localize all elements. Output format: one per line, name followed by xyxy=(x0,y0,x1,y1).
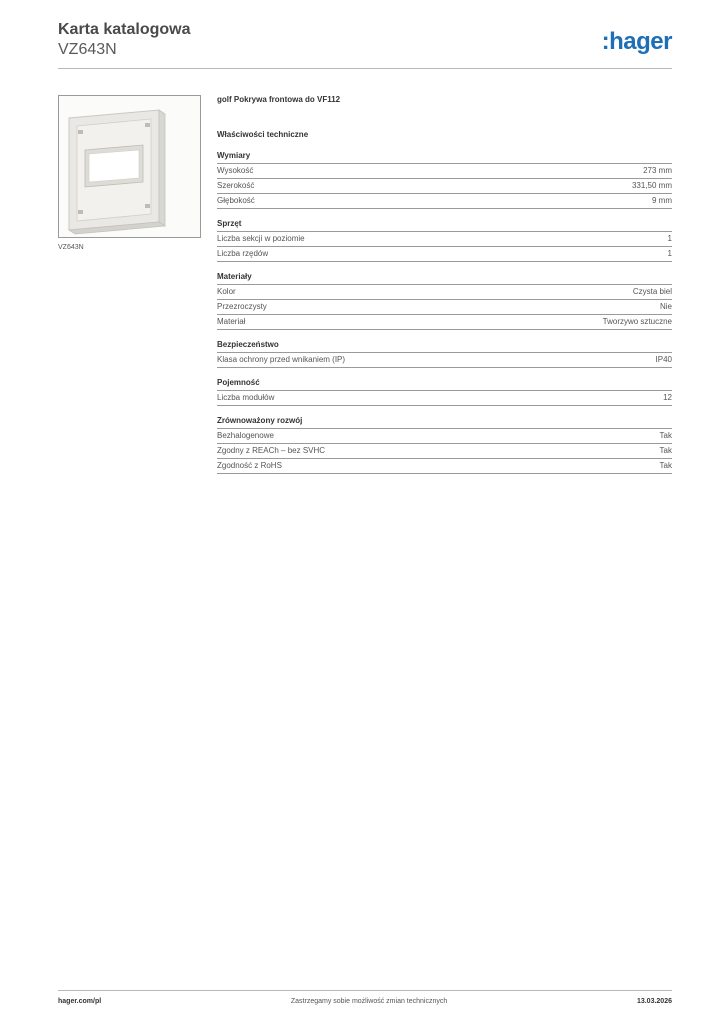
group-title: Wymiary xyxy=(217,151,672,164)
spec-label: Zgodność z RoHS xyxy=(217,461,282,470)
footer-date: 13.03.2026 xyxy=(636,998,672,1005)
group-title: Pojemność xyxy=(217,378,672,391)
spec-label: Zgodny z REACh – bez SVHC xyxy=(217,446,326,455)
spec-row xyxy=(217,232,672,247)
product-image xyxy=(58,95,201,238)
spec-value: 1 xyxy=(667,249,672,258)
spec-label: Liczba sekcji w poziomie xyxy=(217,234,305,243)
spec-row xyxy=(217,391,672,406)
spec-row xyxy=(217,300,672,315)
spec-value: Nie xyxy=(659,302,672,311)
spec-row xyxy=(217,164,672,179)
spec-label: Bezhalogenowe xyxy=(217,431,274,440)
spec-value: 273 mm xyxy=(643,166,672,175)
image-caption: VZ643N xyxy=(58,244,84,251)
spec-label: Liczba modułów xyxy=(217,393,275,402)
document-title: Karta katalogowa xyxy=(58,21,191,38)
spec-value: Tak xyxy=(659,461,672,470)
product-name: golf Pokrywa frontowa do VF112 xyxy=(217,95,341,104)
document-header xyxy=(58,20,672,70)
technical-properties-heading: Właściwości techniczne xyxy=(217,130,309,139)
spec-value: Tak xyxy=(659,446,672,455)
spec-group-dimensions xyxy=(217,151,672,209)
spec-value: Tworzywo sztuczne xyxy=(602,317,672,326)
spec-value: Tak xyxy=(659,431,672,440)
spec-row xyxy=(217,315,672,330)
spec-row xyxy=(217,179,672,194)
spec-row xyxy=(217,285,672,300)
spec-label: Materiał xyxy=(217,317,246,326)
spec-group-hardware xyxy=(217,219,672,262)
header-divider xyxy=(58,68,672,69)
spec-content xyxy=(217,95,672,484)
spec-group-sustainability xyxy=(217,416,672,474)
spec-group-safety xyxy=(217,340,672,368)
group-title: Bezpieczeństwo xyxy=(217,340,672,353)
spec-label: Wysokość xyxy=(217,166,254,175)
spec-label: Klasa ochrony przed wnikaniem (IP) xyxy=(217,355,346,364)
spec-value: 12 xyxy=(663,393,672,402)
group-title: Materiały xyxy=(217,272,672,285)
document-footer xyxy=(58,998,672,1005)
footer-divider xyxy=(58,990,672,991)
spec-row xyxy=(217,247,672,262)
spec-value: 1 xyxy=(667,234,672,243)
hager-logo: :hager xyxy=(601,28,672,55)
spec-group-capacity xyxy=(217,378,672,406)
group-title: Zrównoważony rozwój xyxy=(217,416,672,429)
spec-label: Przezroczysty xyxy=(217,302,267,311)
spec-label: Kolor xyxy=(217,287,236,296)
spec-row xyxy=(217,194,672,209)
spec-value: 331,50 mm xyxy=(631,181,672,190)
spec-label: Liczba rzędów xyxy=(217,249,269,258)
website-link[interactable]: hager.com/pl xyxy=(58,998,102,1005)
product-code: VZ643N xyxy=(58,41,117,58)
spec-label: Głębokość xyxy=(217,196,255,205)
spec-row xyxy=(217,429,672,444)
spec-value: 9 mm xyxy=(652,196,672,205)
group-title: Sprzęt xyxy=(217,219,672,232)
footer-notice: Zastrzegamy sobie możliwość zmian technicznych xyxy=(290,998,448,1005)
spec-label: Szerokość xyxy=(217,181,255,190)
spec-row xyxy=(217,444,672,459)
cover-plate-illustration xyxy=(59,96,200,237)
spec-value: Czysta biel xyxy=(632,287,672,296)
spec-row xyxy=(217,353,672,368)
spec-row xyxy=(217,459,672,474)
spec-value: IP40 xyxy=(655,355,672,364)
spec-group-materials xyxy=(217,272,672,330)
